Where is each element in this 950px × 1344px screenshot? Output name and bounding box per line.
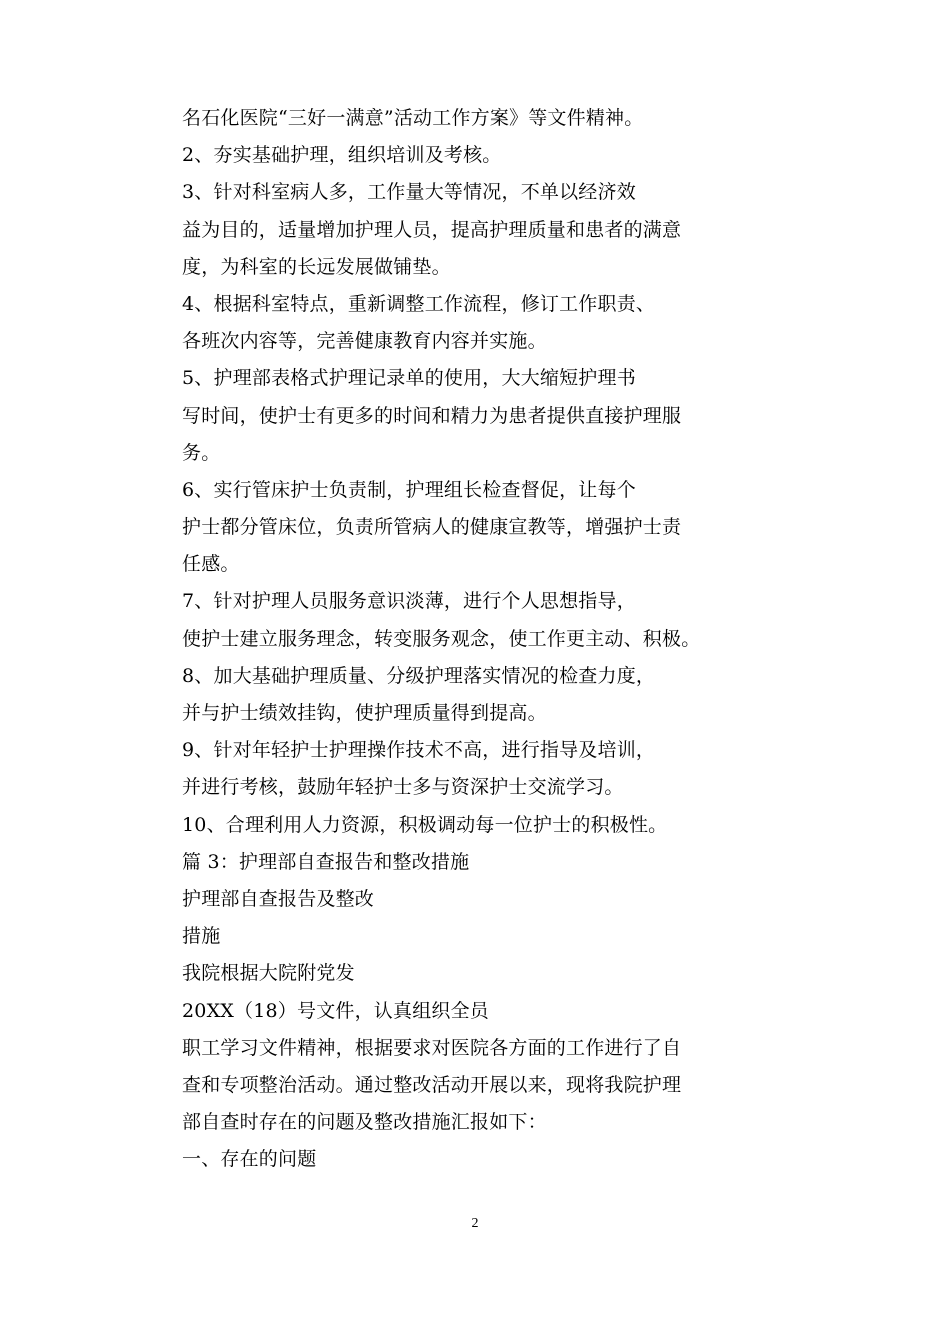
text-line: 6、实行管床护士负责制，护理组长检查督促，让每个 bbox=[182, 478, 636, 501]
text-line: 2、夯实基础护理，组织培训及考核。 bbox=[182, 144, 502, 167]
text-line: 9、针对年轻护士护理操作技术不高，进行指导及培训， bbox=[182, 739, 656, 762]
text-line: 务。 bbox=[182, 441, 221, 464]
text-line: 4、根据科室特点，重新调整工作流程，修订工作职责、 bbox=[182, 292, 656, 315]
text-line: 7、针对护理人员服务意识淡薄，进行个人思想指导， bbox=[182, 590, 636, 613]
text-line: 3、针对科室病人多，工作量大等情况，不单以经济效 bbox=[182, 181, 636, 204]
text-line: 各班次内容等，完善健康教育内容并实施。 bbox=[182, 330, 547, 353]
text-line: 并进行考核，鼓励年轻护士多与资深护士交流学习。 bbox=[182, 776, 624, 799]
text-line: 并与护士绩效挂钩，使护理质量得到提高。 bbox=[182, 702, 547, 724]
text-line: 5、护理部表格式护理记录单的使用，大大缩短护理书 bbox=[182, 367, 636, 390]
text-line: 益为目的，适量增加护理人员，提高护理质量和患者的满意 bbox=[182, 218, 682, 241]
text-line: 10、合理利用人力资源，积极调动每一位护士的积极性。 bbox=[182, 813, 668, 836]
page-number: 2 bbox=[471, 1216, 479, 1231]
text-line: 我院根据大院附党发 bbox=[182, 962, 355, 985]
text-line: 20XX（18）号文件，认真组织全员 bbox=[182, 999, 490, 1022]
text-line: 查和专项整治活动。通过整改活动开展以来，现将我院护理 bbox=[182, 1073, 682, 1096]
text-line: 度，为科室的长远发展做铺垫。 bbox=[182, 255, 451, 278]
text-line: 8、加大基础护理质量、分级护理落实情况的检查力度， bbox=[182, 664, 656, 687]
text-line: 任感。 bbox=[182, 553, 240, 576]
text-line: 措施 bbox=[182, 925, 221, 948]
text-line: 写时间，使护士有更多的时间和精力为患者提供直接护理服 bbox=[182, 404, 682, 427]
text-line: 护士都分管床位，负责所管病人的健康宣教等，增强护士责 bbox=[182, 516, 682, 539]
document-body bbox=[182, 100, 802, 1178]
text-line: 职工学习文件精神，根据要求对医院各方面的工作进行了自 bbox=[182, 1036, 682, 1059]
text-line: 护理部自查报告及整改 bbox=[182, 887, 375, 910]
text-line: 部自查时存在的问题及整改措施汇报如下： bbox=[182, 1111, 547, 1134]
text-line: 使护士建立服务理念，转变服务观念，使工作更主动、积极。 bbox=[182, 627, 701, 650]
text-line: 一、存在的问题 bbox=[182, 1148, 317, 1171]
section-heading: 篇 3：护理部自查报告和整改措施 bbox=[182, 850, 470, 873]
text-line: 名石化医院“三好一满意”活动工作方案》等文件精神。 bbox=[182, 107, 644, 129]
